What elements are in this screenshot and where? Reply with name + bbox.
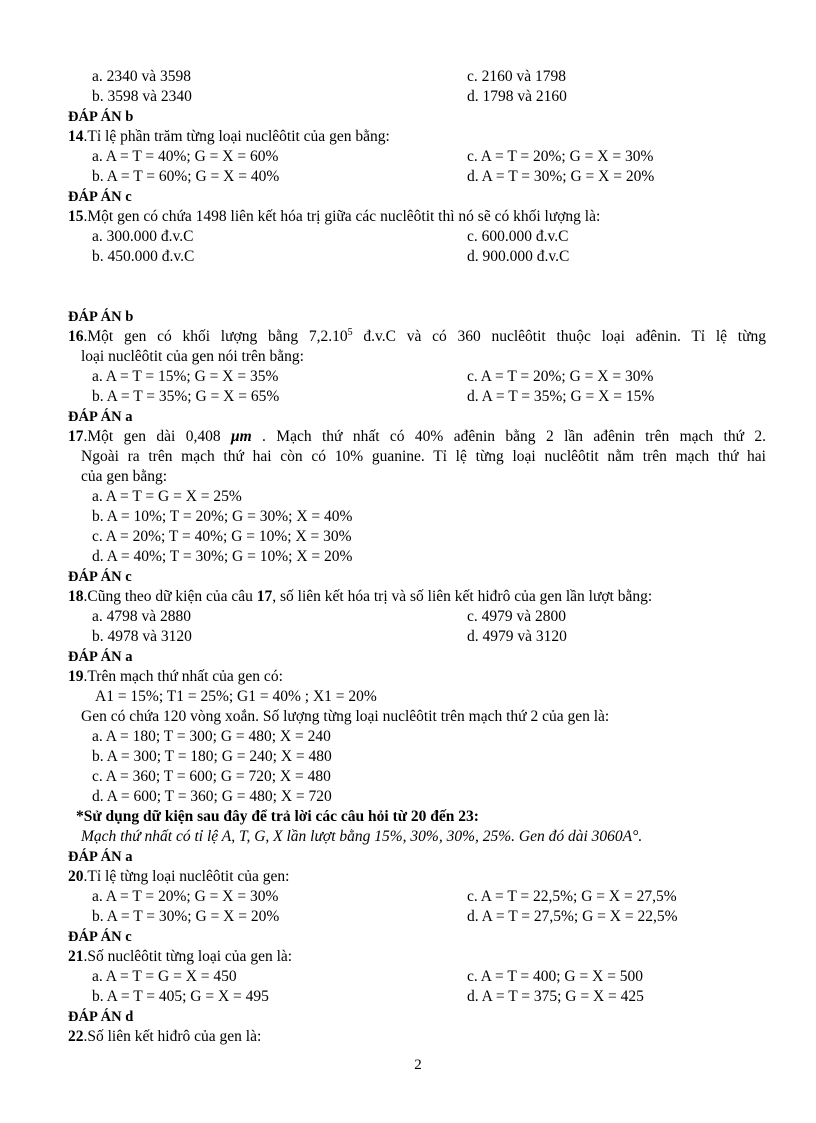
q17-text-part2: . Mạch thứ nhất có 40% ađênin bằng 2 lần ađênin trên mạch thứ 2. — [251, 428, 767, 445]
q18-text-part1: .Cũng theo dữ kiện của câu — [83, 588, 257, 605]
q17-text-part1: .Một gen dài 0,408 — [83, 428, 231, 445]
q22-text: .Số liên kết hiđrô của gen là: — [83, 1028, 262, 1045]
q19-number: 19 — [68, 668, 84, 685]
q18-number: 18 — [68, 588, 84, 605]
q14-text: .Tỉ lệ phần trăm từng loại nuclêôtit của gen bằng: — [83, 128, 390, 145]
q18-ref-question: 17 — [256, 588, 273, 605]
q14-option-d: d. A = T = 30%; G = X = 20% — [467, 168, 655, 185]
q17-answer: ĐÁP ÁN c — [68, 569, 132, 585]
q22-number: 22 — [68, 1028, 84, 1045]
q16-number: 16 — [68, 328, 84, 345]
q18-option-b: b. 4978 và 3120 — [92, 628, 192, 645]
q20-number: 20 — [68, 868, 84, 885]
q19-answer: ĐÁP ÁN a — [68, 849, 133, 865]
q14-option-a: a. A = T = 40%; G = X = 60% — [92, 148, 279, 165]
q21-option-c: c. A = T = 400; G = X = 500 — [467, 968, 644, 985]
q20-option-c: c. A = T = 22,5%; G = X = 27,5% — [467, 888, 677, 905]
q13-option-d: d. 1798 và 2160 — [467, 88, 567, 105]
q16-option-b: b. A = T = 35%; G = X = 65% — [92, 388, 280, 405]
q18-option-c: c. 4979 và 2800 — [467, 608, 567, 625]
q17-question-line2: Ngoài ra trên mạch thứ hai còn có 10% guanine. Tỉ lệ từng loại nuclêôtit nằm trên mạch thứ hai — [81, 448, 766, 465]
note-data: Mạch thứ nhất có tỉ lệ A, T, G, X lần lượt bằng 15%, 30%, 30%, 25%. Gen đó dài 3060A°. — [81, 828, 643, 845]
q19-option-a: a. A = 180; T = 300; G = 480; X = 240 — [92, 728, 331, 745]
q18-answer: ĐÁP ÁN a — [68, 649, 133, 665]
q15-answer: ĐÁP ÁN b — [68, 309, 134, 325]
q15-option-c: c. 600.000 đ.v.C — [467, 228, 569, 245]
q15-option-d: d. 900.000 đ.v.C — [467, 248, 570, 265]
q17-number: 17 — [68, 428, 84, 445]
page-number: 2 — [414, 1057, 422, 1073]
q13-option-b: b. 3598 và 2340 — [92, 88, 192, 105]
q21-option-d: d. A = T = 375; G = X = 425 — [467, 988, 644, 1005]
q21-answer: ĐÁP ÁN d — [68, 1009, 134, 1025]
q17-option-d: d. A = 40%; T = 30%; G = 10%; X = 20% — [92, 548, 353, 565]
q16-answer: ĐÁP ÁN a — [68, 409, 133, 425]
q16-question-line2: loại nuclêôtit của gen nói trên bằng: — [81, 348, 304, 365]
q20-option-d: d. A = T = 27,5%; G = X = 22,5% — [467, 908, 678, 925]
q18-option-d: d. 4979 và 3120 — [467, 628, 567, 645]
q18-question — [68, 587, 652, 607]
q19-question-line2: Gen có chứa 120 vòng xoắn. Số lượng từng loại nuclêôtit trên mạch thứ 2 của gen là: — [81, 708, 610, 725]
q13-option-a: a. 2340 và 3598 — [92, 68, 192, 85]
q13-option-c: c. 2160 và 1798 — [467, 68, 567, 85]
q16-option-a: a. A = T = 15%; G = X = 35% — [92, 368, 279, 385]
q19-option-b: b. A = 300; T = 180; G = 240; X = 480 — [92, 748, 332, 765]
q20-option-a: a. A = T = 20%; G = X = 30% — [92, 888, 279, 905]
q19-option-d: d. A = 600; T = 360; G = 480; X = 720 — [92, 788, 332, 805]
q21-option-a: a. A = T = G = X = 450 — [92, 968, 237, 985]
q17-option-a: a. A = T = G = X = 25% — [92, 488, 242, 505]
q17-option-c: c. A = 20%; T = 40%; G = 10%; X = 30% — [92, 528, 352, 545]
q15-text: .Một gen có chứa 1498 liên kết hóa trị giữa các nuclêôtit thì nó sẽ có khối lượng là: — [83, 208, 601, 225]
q17-question-line3: của gen bằng: — [81, 468, 168, 485]
q16-text-part2: đ.v.C và có 360 nuclêôtit thuộc loại ađênin. Tỉ lệ từng — [352, 328, 767, 345]
q14-number: 14 — [68, 128, 84, 145]
q19-option-c: c. A = 360; T = 600; G = 720; X = 480 — [92, 768, 331, 785]
q22-question — [68, 1027, 261, 1047]
q21-text: .Số nuclêôtit từng loại của gen là: — [83, 948, 293, 965]
q21-option-b: b. A = T = 405; G = X = 495 — [92, 988, 269, 1005]
q20-text: .Tỉ lệ từng loại nuclêôtit của gen: — [83, 868, 290, 885]
q14-question — [68, 127, 390, 147]
q20-question — [68, 867, 289, 887]
q14-option-b: b. A = T = 60%; G = X = 40% — [92, 168, 280, 185]
q17-question-line1 — [68, 427, 766, 447]
q16-question-line1 — [68, 327, 766, 347]
q20-option-b: b. A = T = 30%; G = X = 20% — [92, 908, 280, 925]
q16-exponent: 5 — [347, 326, 353, 338]
q20-answer: ĐÁP ÁN c — [68, 929, 132, 945]
q16-text-part1: .Một gen có khối lượng bằng 7,2.10 — [83, 328, 348, 345]
q15-question — [68, 207, 600, 227]
q21-number: 21 — [68, 948, 84, 965]
q13-answer: ĐÁP ÁN b — [68, 109, 134, 125]
q15-number: 15 — [68, 208, 84, 225]
q19-text: .Trên mạch thứ nhất của gen có: — [83, 668, 283, 685]
note-instruction: *Sử dụng dữ kiện sau đây để trả lời các câu hỏi từ 20 đến 23: — [76, 808, 479, 825]
q14-option-c: c. A = T = 20%; G = X = 30% — [467, 148, 654, 165]
q15-option-b: b. 450.000 đ.v.C — [92, 248, 195, 265]
q19-strand-data: A1 = 15%; T1 = 25%; G1 = 40% ; X1 = 20% — [95, 688, 377, 705]
q19-question — [68, 667, 283, 687]
q14-answer: ĐÁP ÁN c — [68, 189, 132, 205]
q16-option-d: d. A = T = 35%; G = X = 15% — [467, 388, 655, 405]
q17-unit-micrometer: μm — [230, 428, 252, 445]
q15-option-a: a. 300.000 đ.v.C — [92, 228, 194, 245]
q17-option-b: b. A = 10%; T = 20%; G = 30%; X = 40% — [92, 508, 353, 525]
q18-text-part2: , số liên kết hóa trị và số liên kết hiđrô của gen lần lượt bằng: — [272, 588, 653, 605]
q21-question — [68, 947, 292, 967]
q16-option-c: c. A = T = 20%; G = X = 30% — [467, 368, 654, 385]
q18-option-a: a. 4798 và 2880 — [92, 608, 192, 625]
